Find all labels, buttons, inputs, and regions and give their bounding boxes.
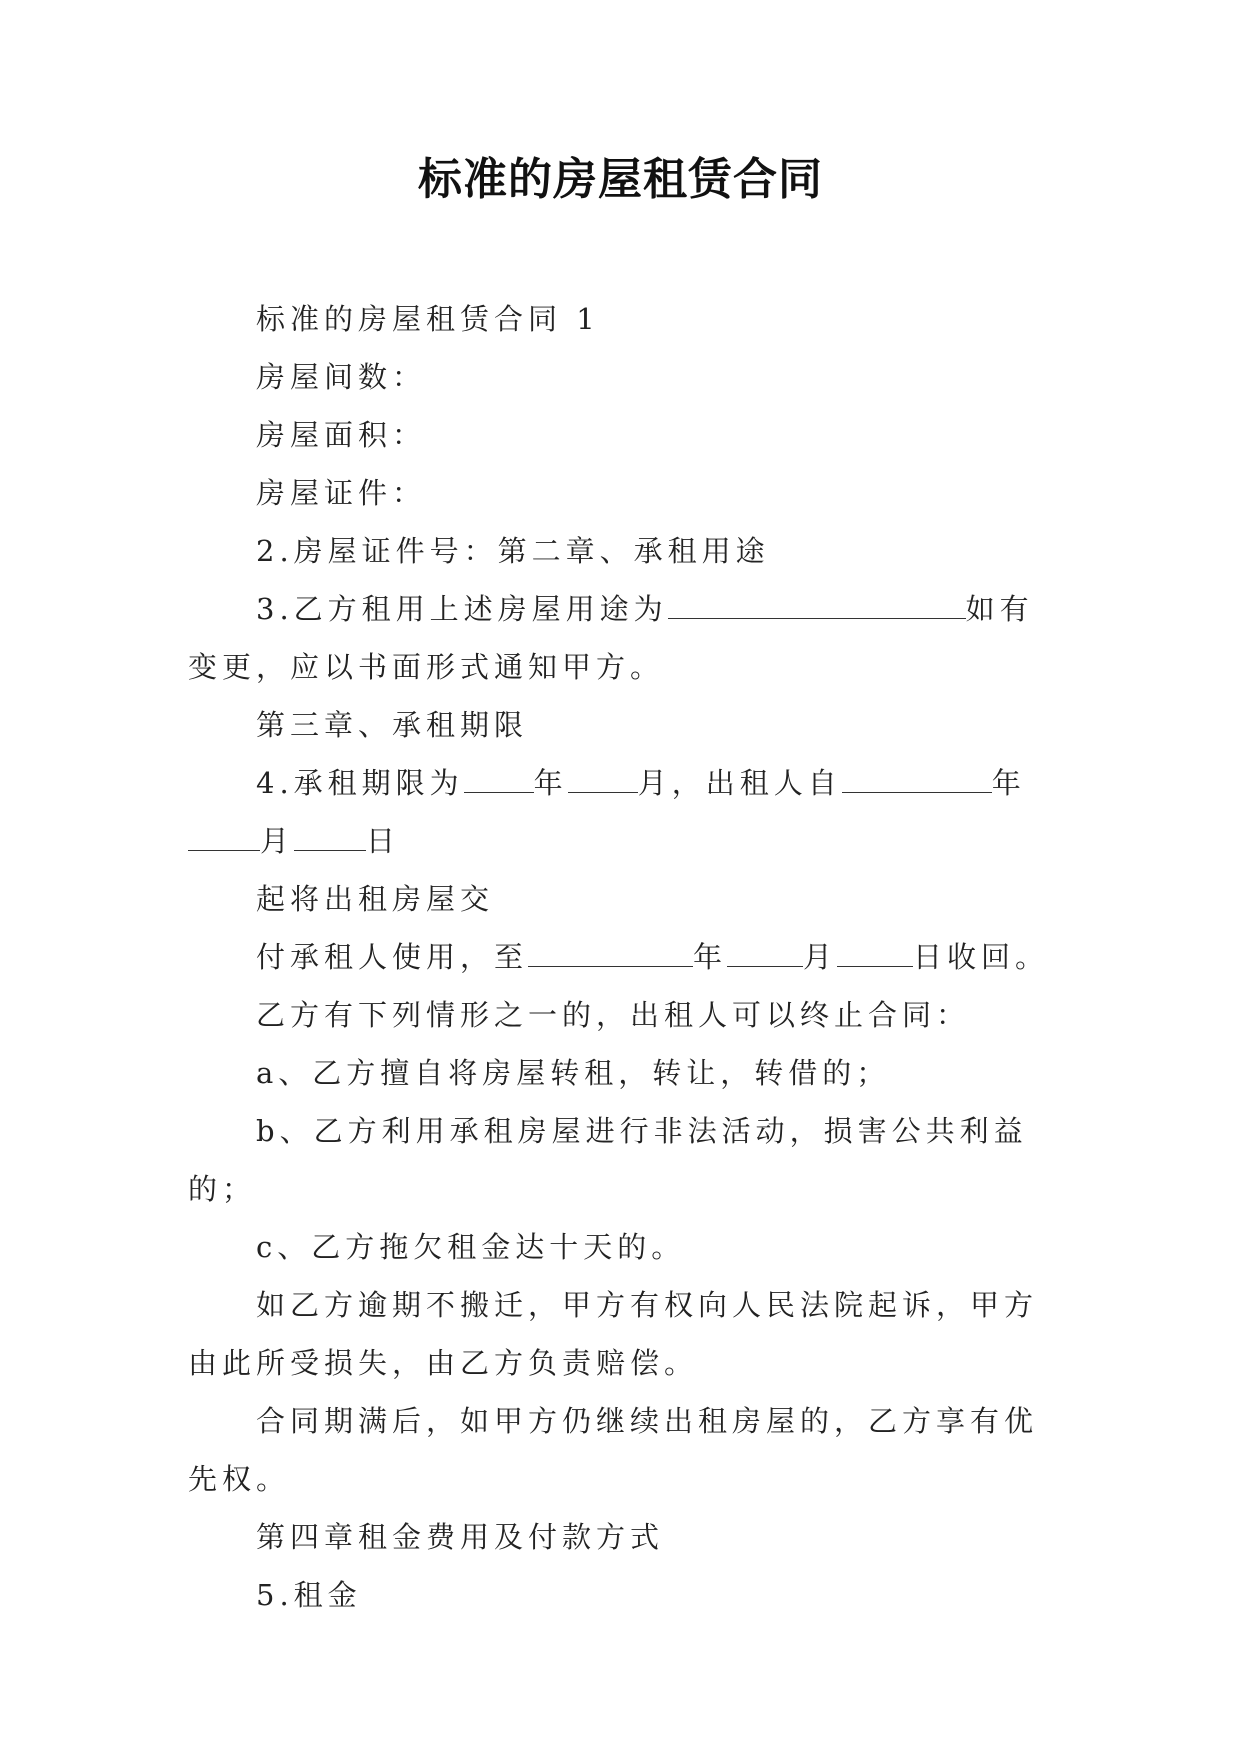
document-body [188,290,1058,1624]
paragraph-room-count: 房屋间数： [256,360,427,394]
paragraph-room-area: 房屋面积： [256,418,427,452]
usage-blank [668,594,966,619]
start-month-unit: 月 [260,824,295,858]
start-month-blank [188,826,260,851]
lease-months-blank [568,768,638,793]
end-year-unit: 年 [693,940,728,974]
usage-text-start: 3.乙方租用上述房屋用途为 [256,592,668,626]
paragraph-priority-right: 合同期满后，如甲方仍继续出租房屋的，乙方享有优先权。 [188,1404,1039,1496]
paragraph-termination-conditions: 乙方有下列情形之一的，出租人可以终止合同： [256,998,971,1032]
paragraph-overdue: 如乙方逾期不搬迁，甲方有权向人民法院起诉，甲方由此所受损失，由乙方负责赔偿。 [188,1288,1039,1380]
lease-term-text: 4.承租期限为 [256,766,464,800]
document-title: 标准的房屋租赁合同 [418,154,823,205]
paragraph-delivery [188,928,1058,986]
paragraph-condition-b: b、乙方利用承租房屋进行非法活动，损害公共利益的； [188,1114,1028,1206]
paragraph-condition-c: c、乙方拖欠租金达十天的。 [256,1230,686,1264]
delivery-text: 付承租人使用，至 [256,940,529,974]
end-month-unit: 月 [803,940,838,974]
start-day-unit: 日 [366,824,401,858]
paragraph-room-certificate: 房屋证件： [256,476,427,510]
end-year-blank [528,942,693,967]
end-day-text: 日收回。 [913,940,1050,974]
start-day-blank [294,826,366,851]
paragraph-handover: 起将出租房屋交 [256,882,495,916]
paragraph-lease-term [188,754,1058,870]
paragraph-chapter-three: 第三章、承租期限 [256,708,529,742]
paragraph-contract-heading: 标准的房屋租赁合同 1 [256,302,600,336]
paragraph-rent: 5.租金 [256,1578,362,1612]
end-day-blank [837,942,913,967]
paragraph-condition-a: a、乙方擅自将房屋转租，转让，转借的； [256,1056,891,1090]
start-year-blank [842,768,992,793]
paragraph-usage [188,580,1058,696]
start-year-unit: 年 [991,766,1026,800]
paragraph-certificate-number: 2.房屋证件号：第二章、承租用途 [256,534,770,568]
paragraph-chapter-four: 第四章租金费用及付款方式 [256,1520,665,1554]
lease-month-text: 月，出租人自 [637,766,842,800]
lease-years-blank [464,768,534,793]
usage-text-end: 如有变更，应以书面形式通知甲方。 [188,592,1034,684]
lease-year-unit: 年 [533,766,568,800]
end-month-blank [727,942,803,967]
